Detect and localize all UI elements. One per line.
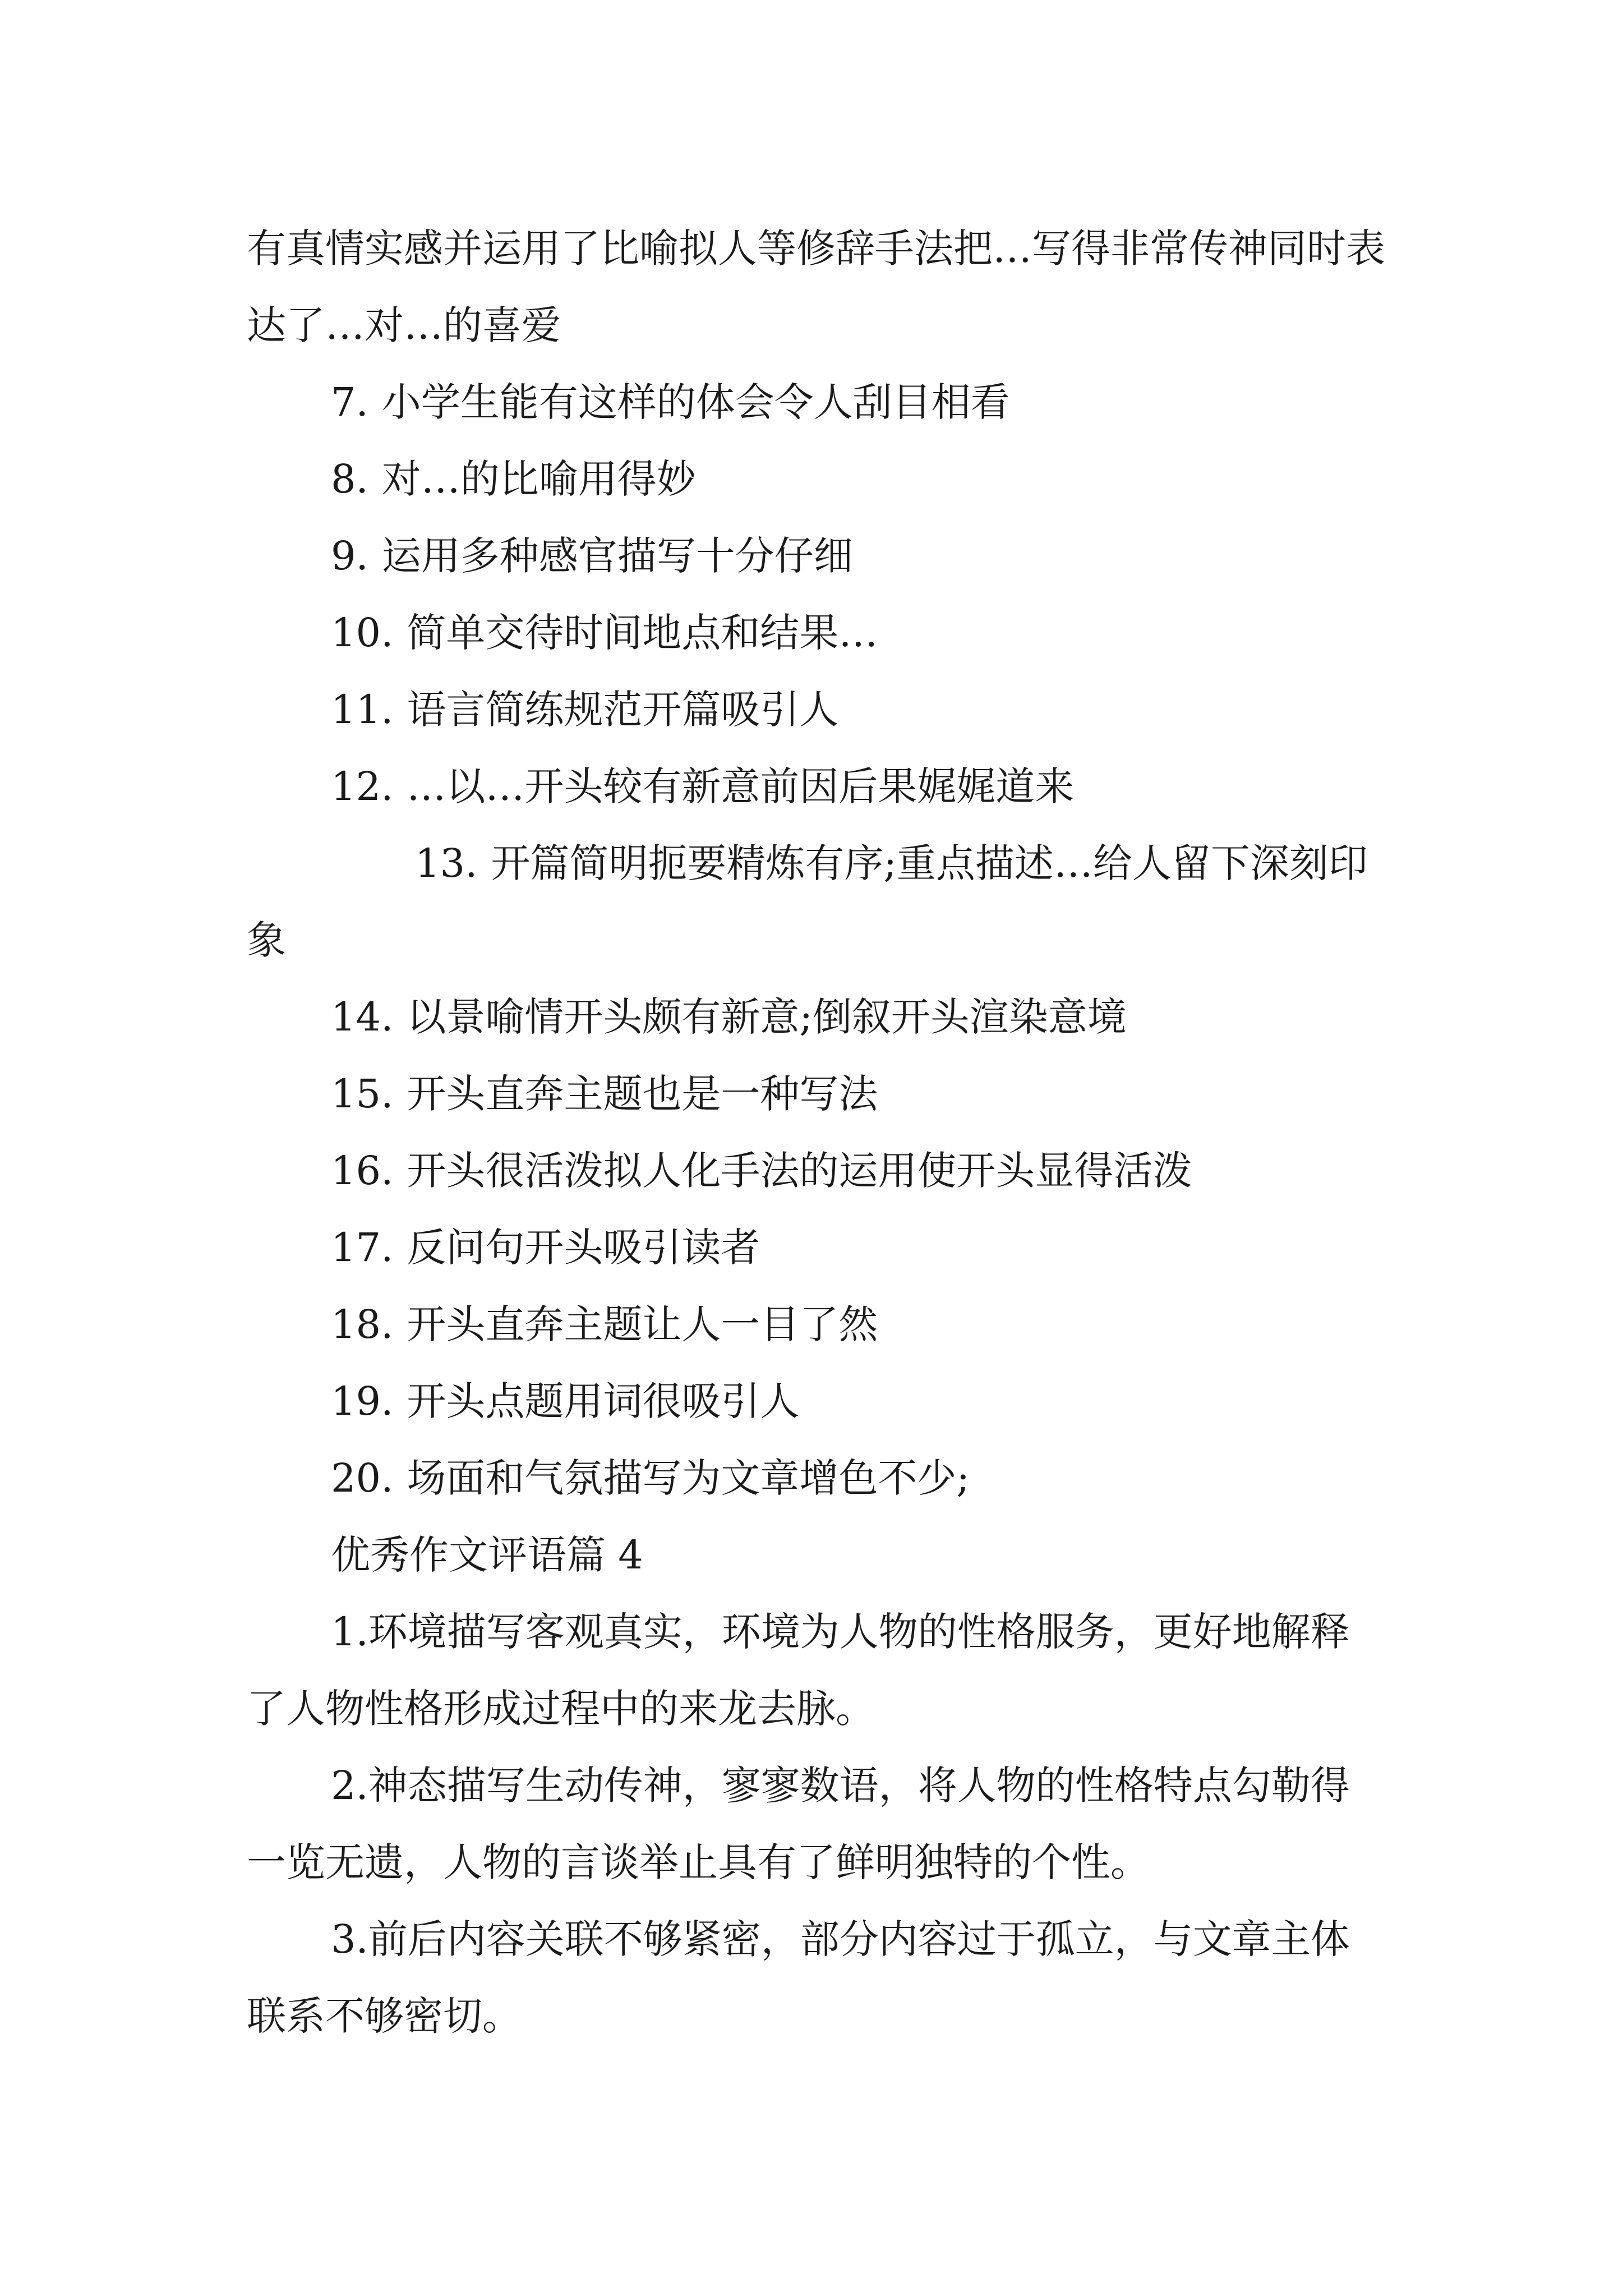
list-item [247, 825, 1385, 979]
list-item-text: 小学生能有这样的体会令人刮目相看 [381, 379, 1010, 425]
section-item: 2.神态描写生动传神，寥寥数语，将人物的性格特点勾勒得一览无遗，人物的言谈举止具有了鲜明独特的个性。 [247, 1763, 1350, 1885]
list-item-text: 场面和气氛描写为文章增色不少; [407, 1455, 970, 1501]
list-item-number: 14. [331, 994, 394, 1040]
list-item-text: 简单交待时间地点和结果… [407, 610, 878, 656]
list-item-text: 开头很活泼拟人化手法的运用使开头显得活泼 [407, 1148, 1192, 1194]
list-item-number: 17. [331, 1225, 394, 1271]
list-item-number: 8. [331, 456, 368, 502]
list-item-number: 19. [331, 1378, 394, 1424]
list-item [247, 595, 1385, 671]
list-item [247, 364, 1385, 441]
section-item: 3.前后内容关联不够紧密，部分内容过于孤立，与文章主体联系不够密切。 [247, 1916, 1350, 2039]
list-item-number: 12. [331, 763, 394, 809]
list-item [247, 671, 1385, 748]
list-item-text: 语言简练规范开篇吸引人 [407, 687, 839, 733]
list-item [247, 1286, 1385, 1363]
list-item [247, 1209, 1385, 1286]
list-item [247, 979, 1385, 1056]
list-item-number: 15. [331, 1071, 394, 1117]
list-item-number: 20. [331, 1455, 394, 1501]
list-item-number: 9. [331, 533, 368, 579]
list-item-number: 13. [415, 840, 478, 886]
list-item-text: 对…的比喻用得妙 [381, 456, 696, 502]
list-item-text: 反问句开头吸引读者 [407, 1225, 760, 1271]
section-item: 1.环境描写客观真实，环境为人物的性格服务，更好地解释了人物性格形成过程中的来龙去脉。 [247, 1609, 1350, 1732]
intro-paragraph: 有真情实感并运用了比喻拟人等修辞手法把…写得非常传神同时表达了…对…的喜爱 [247, 226, 1385, 348]
list-item [247, 748, 1385, 825]
list-item [247, 441, 1385, 518]
list-item-text: 开头直奔主题让人一目了然 [407, 1301, 878, 1347]
list-item-number: 7. [331, 379, 368, 425]
list-item-number: 16. [331, 1148, 394, 1194]
list-item-text: 以景喻情开头颇有新意;倒叙开头渲染意境 [407, 994, 1127, 1040]
section-heading: 优秀作文评语篇 4 [331, 1532, 643, 1578]
list-item-text: …以…开头较有新意前因后果娓娓道来 [407, 763, 1075, 809]
list-item-number: 10. [331, 610, 394, 656]
list-item-text: 运用多种感官描写十分仔细 [381, 533, 853, 579]
list-item [247, 518, 1385, 595]
list-item-text: 开篇简明扼要精炼有序;重点描述…给人留下深刻印象 [247, 840, 1368, 963]
list-item [247, 1440, 1385, 1517]
list-item [247, 1056, 1385, 1133]
list-item-text: 开头直奔主题也是一种写法 [407, 1071, 878, 1117]
list-item-number: 11. [331, 687, 394, 733]
list-item-text: 开头点题用词很吸引人 [407, 1378, 800, 1424]
list-item [247, 1133, 1385, 1209]
document-body [247, 210, 1385, 2055]
list-item [247, 1363, 1385, 1440]
list-item-number: 18. [331, 1301, 394, 1347]
